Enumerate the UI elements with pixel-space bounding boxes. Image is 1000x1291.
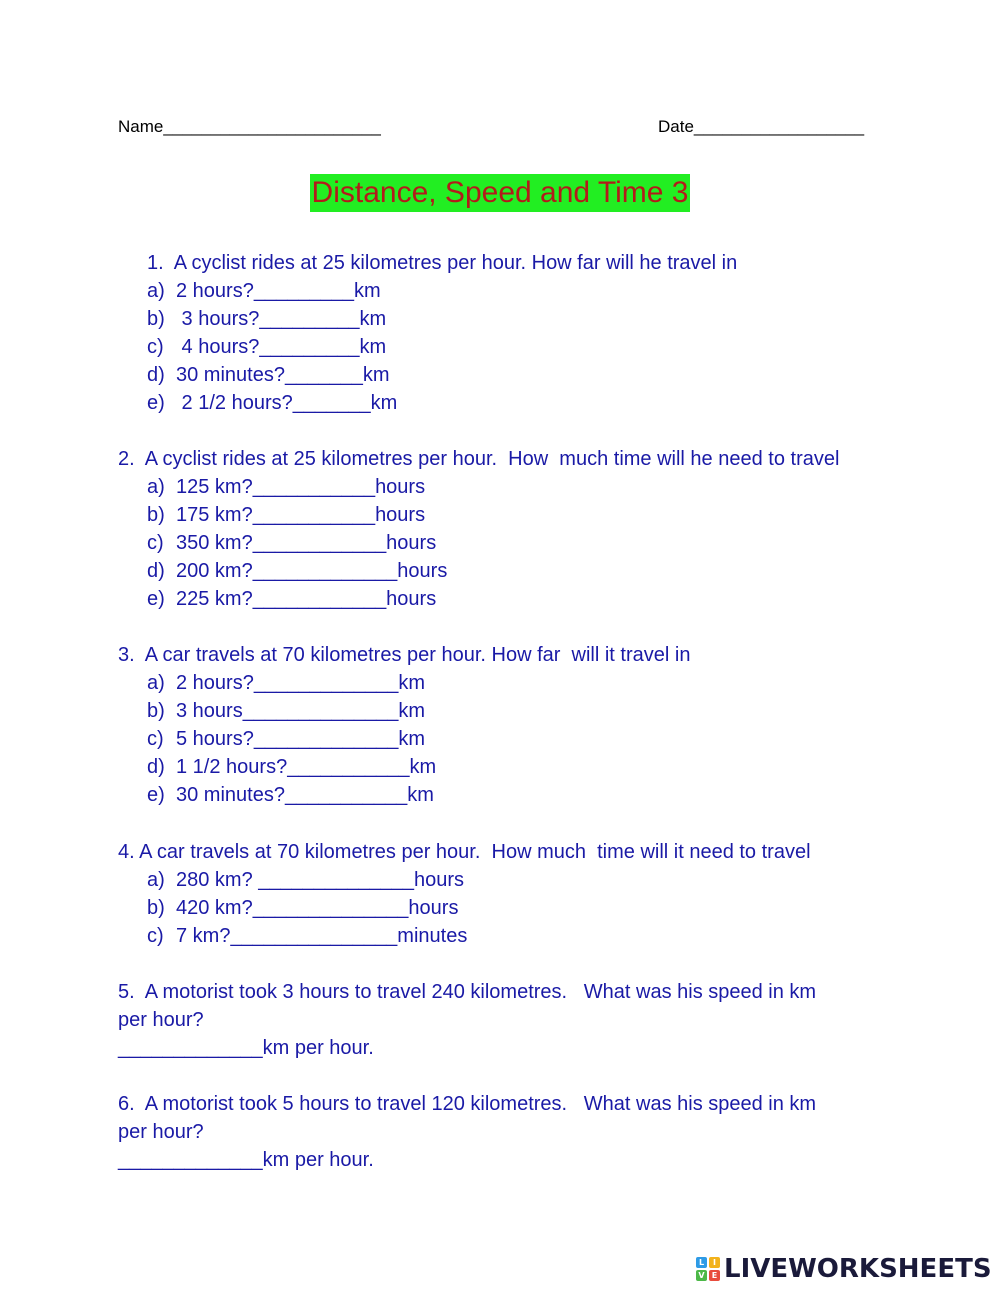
option-text: 420 km?______________hours [176, 897, 459, 919]
option-text: 7 km?_______________minutes [176, 925, 468, 947]
option-text: 350 km?____________hours [176, 532, 437, 554]
option-letter: a) [147, 672, 165, 694]
option-letter: a) [147, 476, 165, 498]
logo-block-l: L [696, 1257, 707, 1268]
question-3-text: 3. A car travels at 70 kilometres per hour. How far will it travel in [118, 644, 691, 666]
name-field[interactable]: Name_______________________ [118, 117, 381, 136]
question-1-option-c[interactable] [147, 333, 386, 361]
option-letter: e) [147, 392, 165, 414]
option-text: 2 hours?_____________km [176, 672, 426, 694]
option-text: 3 hours?_________km [176, 308, 387, 330]
liveworksheets-logo [696, 1252, 992, 1286]
option-letter: c) [147, 728, 164, 750]
question-2-option-a[interactable] [147, 473, 425, 501]
worksheet-title: Distance, Speed and Time 3 [310, 174, 691, 212]
question-2-option-b[interactable] [147, 501, 425, 529]
question-4-option-b[interactable] [147, 894, 458, 922]
question-4-option-a[interactable] [147, 866, 464, 894]
option-text: 5 hours?_____________km [176, 728, 426, 750]
question-4-text: 4. A car travels at 70 kilometres per hour. How much time will it need to travel [118, 841, 811, 863]
option-letter: b) [147, 700, 165, 722]
option-text: 125 km?___________hours [176, 476, 426, 498]
title-container [0, 174, 1000, 212]
option-letter: b) [147, 308, 165, 330]
option-letter: c) [147, 532, 164, 554]
question-2-option-e[interactable] [147, 585, 436, 613]
option-text: 280 km? ______________hours [176, 869, 465, 891]
option-letter: a) [147, 280, 165, 302]
question-6-text: 6. A motorist took 5 hours to travel 120 kilometres. What was his speed in km [118, 1093, 817, 1115]
question-2-option-c[interactable] [147, 529, 436, 557]
question-2-text: 2. A cyclist rides at 25 kilometres per hour. How much time will he need to travel [118, 448, 840, 470]
option-letter: b) [147, 897, 165, 919]
question-1-option-b[interactable] [147, 305, 386, 333]
question-1-option-d[interactable] [147, 361, 389, 389]
question-2-option-d[interactable] [147, 557, 447, 585]
question-4-option-c[interactable] [147, 922, 467, 950]
question-6-answer-blank[interactable]: _____________km per hour. [118, 1149, 374, 1171]
question-6-text-continued: per hour? [118, 1121, 204, 1143]
question-3-option-e[interactable] [147, 781, 434, 809]
option-letter: c) [147, 336, 164, 358]
logo-text: LIVEWORKSHEETS [724, 1254, 992, 1284]
question-5-text: 5. A motorist took 3 hours to travel 240 kilometres. What was his speed in km [118, 981, 817, 1003]
logo-block-v: V [696, 1270, 707, 1281]
option-letter: d) [147, 756, 165, 778]
option-letter: b) [147, 504, 165, 526]
option-letter: e) [147, 588, 165, 610]
option-text: 3 hours______________km [176, 700, 426, 722]
question-5-text-continued: per hour? [118, 1009, 204, 1031]
question-1-text: 1. A cyclist rides at 25 kilometres per hour. How far will he travel in [147, 252, 738, 274]
question-5-answer-blank[interactable]: _____________km per hour. [118, 1037, 374, 1059]
question-1-option-a[interactable] [147, 277, 381, 305]
option-text: 225 km?____________hours [176, 588, 437, 610]
option-text: 30 minutes?_______km [176, 364, 390, 386]
option-letter: e) [147, 784, 165, 806]
question-3-option-b[interactable] [147, 697, 425, 725]
option-text: 2 1/2 hours?_______km [176, 392, 398, 414]
date-field[interactable]: Date__________________ [658, 117, 865, 136]
option-letter: c) [147, 925, 164, 947]
option-text: 200 km?_____________hours [176, 560, 448, 582]
question-3-option-d[interactable] [147, 753, 436, 781]
option-text: 4 hours?_________km [176, 336, 387, 358]
option-letter: d) [147, 364, 165, 386]
option-text: 1 1/2 hours?___________km [176, 756, 437, 778]
question-3-option-a[interactable] [147, 669, 425, 697]
logo-block-e: E [709, 1270, 720, 1281]
option-text: 2 hours?_________km [176, 280, 381, 302]
logo-blocks-icon [696, 1257, 720, 1281]
option-letter: a) [147, 869, 165, 891]
question-3-option-c[interactable] [147, 725, 425, 753]
option-letter: d) [147, 560, 165, 582]
logo-block-i: I [709, 1257, 720, 1268]
option-text: 30 minutes?___________km [176, 784, 434, 806]
question-1-option-e[interactable] [147, 389, 397, 417]
option-text: 175 km?___________hours [176, 504, 426, 526]
